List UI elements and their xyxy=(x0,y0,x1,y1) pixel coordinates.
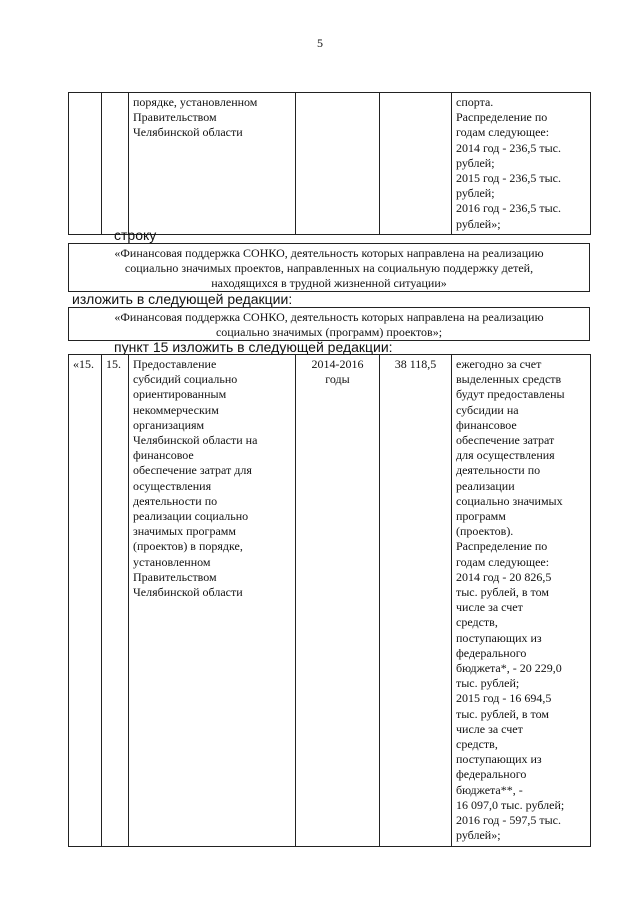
row15-col-subnumber: 15. xyxy=(102,355,129,847)
old-text-box: «Финансовая поддержка СОНКО, деятельность которых направлена на реализацию социально значимых проектов, направленных на социальную поддержку детей, находящихся в трудной жизненной ситуации» xyxy=(68,243,590,292)
top-table xyxy=(68,92,591,235)
top-col-note: спорта. Распределение по годам следующее: 2014 год - 236,5 тыс. рублей; 2015 год - 236,5 тыс. рублей; 2016 год - 236,5 тыс. рублей»; xyxy=(452,93,591,235)
top-col-name: порядке, установленном Правительством Челябинской области xyxy=(129,93,296,235)
new-text-box: «Финансовая поддержка СОНКО, деятельность которых направлена на реализацию социально значимых (программ) проектов»; xyxy=(68,307,590,341)
page-number: 5 xyxy=(317,36,323,50)
row15-col-note: ежегодно за счет выделенных средств будут предоставлены субсидии на финансовое обеспечение затрат для осуществления деятельности по реализации социально значимых программ (проектов). Распределение по годам следующее: 2014 год - 20 826,5 тыс. рублей, в том числе за счет средств, поступающих из федерального бюджета*, - 20 229,0 тыс. рублей; 2015 год - 16 694,5 тыс. рублей, в том числе за счет средств, поступающих из федерального бюджета**, - 16 097,0 тыс. рублей; 2016 год - 597,5 тыс. рублей»; xyxy=(452,355,591,847)
instruction-izlozhit: изложить в следующей редакции: xyxy=(72,291,293,307)
top-col-number xyxy=(69,93,102,235)
table-row xyxy=(69,355,591,847)
instruction-punkt: пункт 15 изложить в следующей редакции: xyxy=(114,339,393,355)
instruction-stroku: строку xyxy=(114,227,157,243)
row15-col-period: 2014-2016 годы xyxy=(296,355,380,847)
top-col-period xyxy=(296,93,380,235)
table-row xyxy=(69,93,591,235)
row15-col-number: «15. xyxy=(69,355,102,847)
top-col-amount xyxy=(380,93,452,235)
main-table xyxy=(68,354,591,847)
top-col-subnumber xyxy=(102,93,129,235)
row15-col-name: Предоставление субсидий социально ориентированным некоммерческим организациям Челябинской области на финансовое обеспечение затрат для осуществления деятельности по реализации социально значимых программ (проектов) в порядке, установленном Правительством Челябинской области xyxy=(129,355,296,847)
row15-col-amount: 38 118,5 xyxy=(380,355,452,847)
